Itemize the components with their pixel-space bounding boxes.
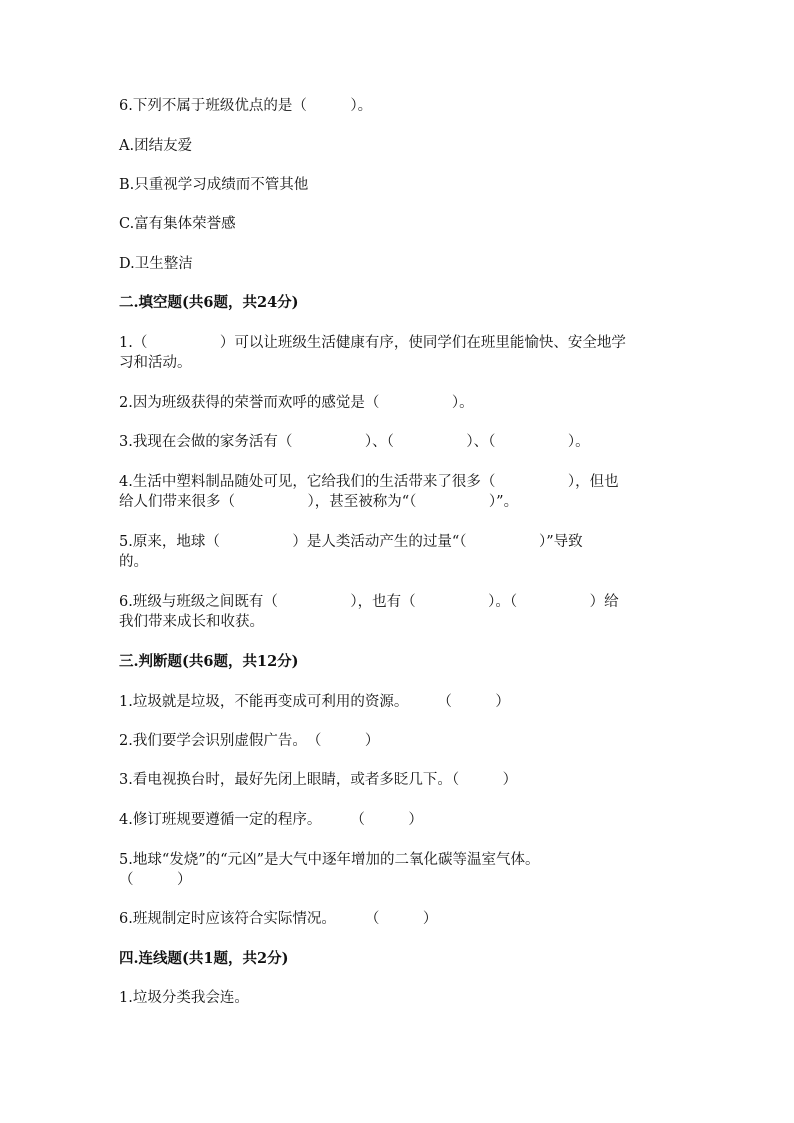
fill-item-3: 3.我现在会做的家务活有（ ）、（ ）、（ ）。 — [119, 434, 590, 450]
tf-item-1: 1.垃圾就是垃圾，不能再变成可利用的资源。 （ ） — [119, 694, 510, 710]
question-6-stem: 6.下列不属于班级优点的是（ ）。 — [119, 98, 373, 114]
fill-item-5-line-2: 的。 — [119, 554, 148, 570]
option-a: A.团结友爱 — [119, 138, 193, 154]
fill-item-4-line-1: 4.生活中塑料制品随处可见，它给我们的生活带来了很多（ ），但也 — [119, 474, 619, 490]
tf-item-4: 4.修订班规要遵循一定的程序。 （ ） — [119, 812, 423, 828]
section-heading-true-false: 三.判断题(共6题，共12分) — [119, 653, 299, 670]
tf-item-5-line-2: （ ） — [119, 872, 192, 888]
fill-item-5-line-1: 5.原来，地球（ ）是人类活动产生的过量“（ ）”导致 — [119, 534, 583, 550]
option-d: D.卫生整洁 — [119, 256, 193, 272]
option-b: B.只重视学习成绩而不管其他 — [119, 177, 309, 193]
fill-item-4-line-2: 给人们带来很多（ ），甚至被称为“（ ）”。 — [119, 494, 519, 510]
tf-item-2: 2.我们要学会识别虚假广告。 （ ） — [119, 733, 380, 749]
section-heading-matching: 四.连线题(共1题，共2分) — [119, 950, 289, 967]
fill-item-6-line-1: 6.班级与班级之间既有（ ），也有（ ）。（ ）给 — [119, 594, 619, 610]
option-c: C.富有集体荣誉感 — [119, 216, 236, 232]
tf-item-6: 6.班规制定时应该符合实际情况。 （ ） — [119, 911, 438, 927]
fill-item-1-line-1: 1.（ ）可以让班级生活健康有序，使同学们在班里能愉快、安全地学 — [119, 335, 626, 351]
tf-item-3: 3.看电视换台时，最好先闭上眼睛，或者多眨几下。（ ） — [119, 772, 518, 788]
matching-item-1: 1.垃圾分类我会连。 — [119, 990, 249, 1006]
section-heading-fill-blank: 二.填空题(共6题，共24分) — [119, 294, 299, 311]
fill-item-6-line-2: 我们带来成长和收获。 — [119, 614, 264, 630]
fill-item-2: 2.因为班级获得的荣誉而欢呼的感觉是（ ）。 — [119, 395, 474, 411]
tf-item-5-line-1: 5.地球“发烧”的“元凶”是大气中逐年增加的二氧化碳等温室气体。 — [119, 852, 540, 868]
fill-item-1-line-2: 习和活动。 — [119, 355, 192, 371]
